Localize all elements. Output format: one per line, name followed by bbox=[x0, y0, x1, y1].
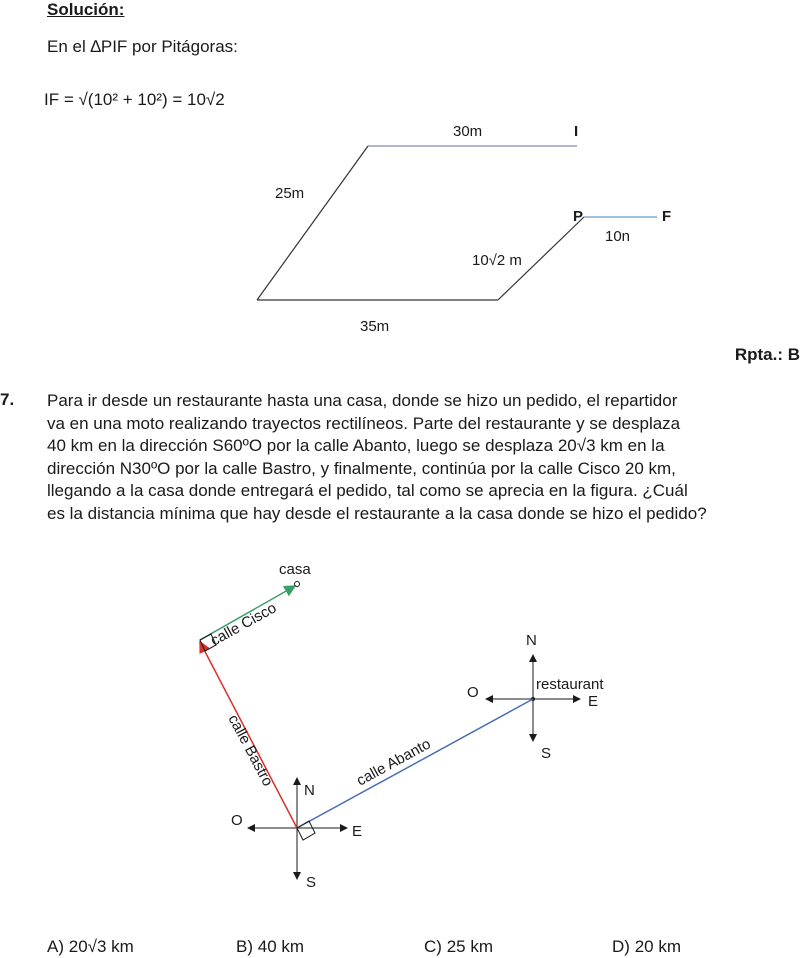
option-text: 40 km bbox=[257, 937, 305, 956]
compass-s-label: S bbox=[306, 874, 317, 891]
left-length-label: 25m bbox=[275, 185, 305, 202]
question-line: es la distancia mínima que hay desde el restaurante a la casa donde se hizo el pedido? bbox=[47, 503, 707, 523]
calle-bastro-label: calle Bastro bbox=[224, 711, 277, 790]
calle-cisco-label: calle Cisco bbox=[207, 599, 280, 650]
option-text: 20√3 km bbox=[68, 937, 134, 956]
compass-e-label: E bbox=[352, 823, 363, 840]
compass-n-label: N bbox=[526, 632, 537, 649]
solution-heading: Solución: bbox=[47, 0, 125, 19]
point-p-label: P bbox=[573, 208, 584, 225]
compass-turn bbox=[231, 778, 362, 891]
option-letter: C) bbox=[424, 937, 442, 956]
point-i-label: I bbox=[574, 123, 579, 140]
question-line: dirección N30ºO por la calle Bastro, y finalmente, continúa por la calle Cisco 20 km, bbox=[47, 458, 676, 478]
bottom-length-label: 35m bbox=[360, 318, 390, 335]
question-line: llegando a la casa donde entregará el pedido, tal como se aprecia en la figura. ¿Cuál bbox=[47, 481, 688, 501]
compass-restaurant bbox=[467, 632, 604, 762]
solution-intro: En el ∆PIF por Pitágoras: bbox=[47, 37, 238, 56]
option-letter: A) bbox=[47, 937, 64, 956]
calle-abanto-label: calle Abanto bbox=[353, 735, 434, 790]
left-segment bbox=[257, 146, 368, 300]
option-d[interactable] bbox=[612, 937, 681, 957]
compass-n-label: N bbox=[304, 782, 315, 799]
diagonal-length-label: 10√2 m bbox=[472, 252, 522, 269]
calle-abanto-path bbox=[297, 699, 533, 828]
pf-length-label: 10n bbox=[605, 228, 631, 245]
option-b[interactable] bbox=[236, 937, 304, 957]
figure-route bbox=[200, 561, 604, 891]
compass-e-label: E bbox=[588, 693, 599, 710]
question-line: Para ir desde un restaurante hasta una casa, donde se hizo un pedido, el repartidor bbox=[47, 391, 678, 410]
restaurant-label: restaurant bbox=[536, 676, 604, 693]
option-letter: B) bbox=[236, 937, 253, 956]
casa-label: casa bbox=[279, 561, 311, 578]
top-length-label: 30m bbox=[453, 123, 483, 140]
compass-s-label: S bbox=[541, 745, 552, 762]
compass-o-label: O bbox=[231, 812, 243, 829]
compass-o-label: O bbox=[467, 684, 479, 701]
option-text: 20 km bbox=[634, 937, 681, 956]
question-line: 40 km en la dirección S60ºO por la calle Abanto, luego se desplaza 20√3 km en la bbox=[47, 436, 665, 456]
option-c[interactable] bbox=[424, 937, 493, 957]
question-number: 7. bbox=[0, 390, 15, 409]
pythagoras-formula: IF = √(10² + 10²) = 10√2 bbox=[44, 90, 225, 109]
option-a[interactable] bbox=[47, 937, 134, 957]
question-text bbox=[47, 390, 799, 526]
question-line: va en una moto realizando trayectos rectilíneos. Parte del restaurante y se desplaza bbox=[47, 413, 681, 433]
option-letter: D) bbox=[612, 937, 630, 956]
answer-note: Rpta.: B bbox=[734, 345, 800, 364]
option-text: 25 km bbox=[446, 937, 493, 956]
casa-point bbox=[295, 582, 300, 587]
point-f-label: F bbox=[662, 208, 672, 225]
figure-quadrilateral bbox=[257, 123, 671, 335]
